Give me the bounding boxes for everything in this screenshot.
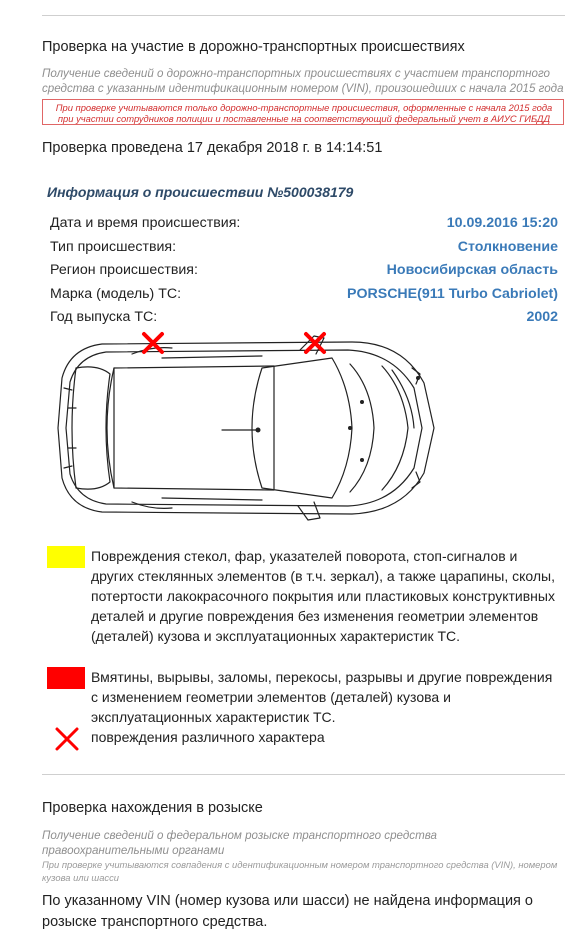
info-row-type <box>50 239 558 259</box>
legend-swatch-red <box>47 667 85 689</box>
info-value: PORSCHE(911 Turbo Cabriolet) <box>346 286 558 302</box>
wanted-section-notice: При проверке учитываются совпадения с идентификационным номером транспортного средства (VIN), номером кузова или шасси <box>42 859 558 883</box>
top-divider <box>42 15 565 16</box>
info-value: 2002 <box>526 309 558 325</box>
accident-section-description: Получение сведений о дорожно-транспортных происшествиях с участием транспортного средства с указанным идентификационным номером (VIN), произошедших с начала 2015 года <box>42 67 564 95</box>
info-row-model <box>50 286 558 306</box>
accident-notice-box: При проверке учитываются только дорожно-транспортные происшествия, оформленные с начала 2015 года при участии сотрудников полиции и поставленные на соответствующий федеральный учет в АИУС ГИБДД <box>42 99 564 125</box>
wanted-section-title: Проверка нахождения в розыске <box>42 800 263 816</box>
red-cross-icon <box>54 726 80 752</box>
legend-text-yellow: Повреждения стекол, фар, указателей поворота, стоп-сигналов и других стеклянных элементов (в т.ч. зеркал), а также царапины, сколы, потертости лакокрасочного покрытия или пластиковых конструктивных деталей и другие повреждения без изменения геометрии элементов (деталей) кузова и эксплуатационных характеристик ТС. <box>91 548 555 644</box>
info-value: Столкновение <box>457 239 558 255</box>
wanted-check-result: По указанному VIN (номер кузова или шасси) не найдена информация о розыске транспортного средства. <box>42 893 533 930</box>
info-row-year <box>50 309 558 329</box>
legend-text-cross: повреждения различного характера <box>91 729 325 745</box>
legend-swatch-yellow <box>47 546 85 568</box>
info-label: Дата и время происшествия: <box>50 215 241 231</box>
legend-text-red: Вмятины, вырывы, заломы, перекосы, разрывы и другие повреждения с изменением геометрии элементов (деталей) кузова и эксплуатационных характеристик ТС. <box>91 669 553 725</box>
info-value: 10.09.2016 15:20 <box>446 215 558 231</box>
info-label: Регион происшествия: <box>50 262 198 278</box>
accident-section-title: Проверка на участие в дорожно-транспортных происшествиях <box>42 39 465 55</box>
check-timestamp: Проверка проведена 17 декабря 2018 г. в 14:14:51 <box>42 140 383 156</box>
info-label: Тип происшествия: <box>50 239 177 255</box>
wanted-section-description: Получение сведений о федеральном розыске транспортного средства правоохранительными органами <box>42 829 437 857</box>
info-row-datetime <box>50 215 558 235</box>
info-row-region <box>50 262 558 282</box>
section-divider <box>42 774 565 775</box>
car-damage-diagram <box>52 328 442 528</box>
info-value: Новосибирская область <box>386 262 558 278</box>
info-label: Марка (модель) ТС: <box>50 286 182 302</box>
info-label: Год выпуска ТС: <box>50 309 158 325</box>
incident-title: Информация о происшествии №500038179 <box>47 184 354 200</box>
